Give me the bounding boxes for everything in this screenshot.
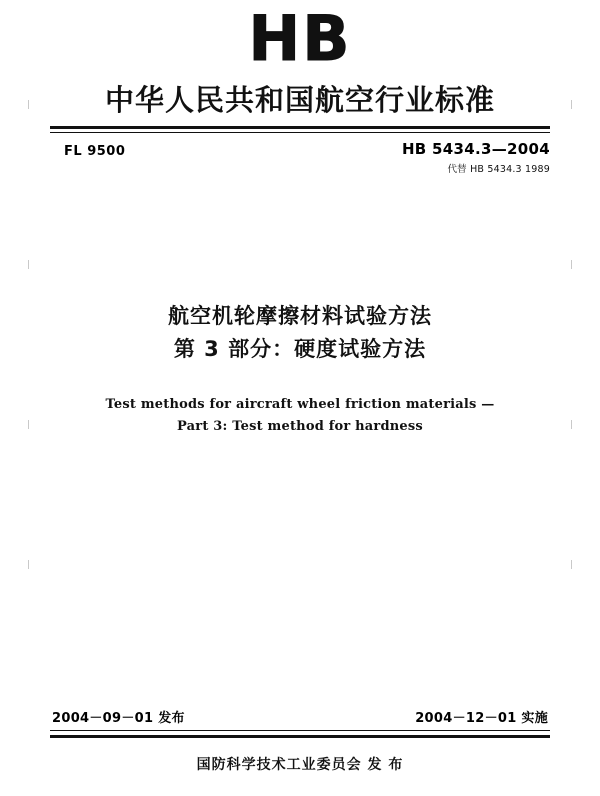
hb-logo: HB	[248, 2, 352, 75]
register-mark-icon	[571, 260, 572, 269]
footer-rule-thick	[50, 735, 550, 738]
register-mark-icon	[571, 100, 572, 109]
page-title: 中华人民共和国航空行业标准	[104, 83, 495, 117]
title-english-line2: Part 3: Test method for hardness	[177, 419, 423, 434]
title-chinese	[0, 300, 600, 366]
title-chinese-line1: 航空机轮摩擦材料试验方法	[168, 304, 432, 328]
title-block	[0, 300, 600, 438]
standard-number: HB 5434.3—2004	[401, 140, 550, 158]
register-mark-icon	[28, 560, 29, 569]
replaces-note: 代替 HB 5434.3 1989	[447, 164, 550, 175]
title-english-line1: Test methods for aircraft wheel friction materials —	[105, 397, 495, 412]
header-rule-thin	[50, 132, 550, 133]
classification-code: FL 9500	[64, 144, 126, 159]
standard-designation	[402, 140, 550, 175]
register-mark-icon	[28, 420, 29, 429]
hb-logo-wrapper	[0, 2, 600, 75]
footer-rule-thin	[50, 730, 550, 731]
header-rule-thick	[50, 126, 550, 129]
issue-date: 2004－09－01 发布	[52, 711, 185, 726]
register-mark-icon	[28, 260, 29, 269]
effective-date: 2004－12－01 实施	[415, 711, 548, 726]
register-mark-icon	[571, 560, 572, 569]
register-mark-icon	[28, 100, 29, 109]
register-mark-icon	[571, 420, 572, 429]
publisher-name: 国防科学技术工业委员会 发 布	[196, 757, 404, 773]
title-english	[0, 394, 600, 438]
title-chinese-line2: 第 3 部分：硬度试验方法	[173, 337, 427, 361]
